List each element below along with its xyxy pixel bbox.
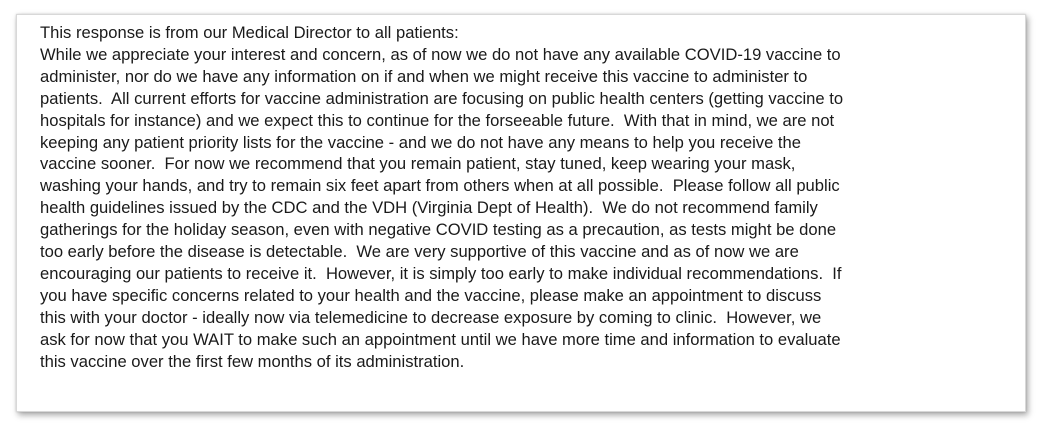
message-line: administer, nor do we have any information on if and when we might receive this vaccine to administer to (40, 66, 808, 86)
message-line: encouraging our patients to receive it. However, it is simply too early to make individual recommendations. If (40, 263, 842, 283)
message-card (16, 14, 1026, 412)
message-heading: This response is from our Medical Director to all patients: (40, 23, 459, 42)
message-line: you have specific concerns related to your health and the vaccine, please make an appointment to discuss (40, 285, 822, 305)
message-line: this vaccine over the first few months of its administration. (40, 351, 465, 371)
message-line: too early before the disease is detectable. We are very supportive of this vaccine and as of now we are (40, 242, 799, 262)
message-line: gatherings for the holiday season, even with negative COVID testing as a precaution, as tests might be done (40, 220, 837, 240)
message-line: washing your hands, and try to remain six feet apart from others when at all possible. Please follow all public (40, 176, 840, 196)
message-line: hospitals for instance) and we expect this to continue for the forseeable future. With that in mind, we are not (40, 110, 835, 130)
message-line: vaccine sooner. For now we recommend that you remain patient, stay tuned, keep wearing your mask, (40, 154, 796, 174)
message-line: health guidelines issued by the CDC and the VDH (Virginia Dept of Health). We do not recommend family (40, 198, 818, 218)
message-line: keeping any patient priority lists for the vaccine - and we do not have any means to help you receive the (40, 132, 801, 152)
message-line: patients. All current efforts for vaccine administration are focusing on public health centers (getting vaccine to (40, 88, 844, 108)
message-line: While we appreciate your interest and concern, as of now we do not have any available COVID-19 vaccine to (40, 44, 841, 64)
message-line: ask for now that you WAIT to make such an appointment until we have more time and information to evaluate (40, 329, 841, 349)
message-line: this with your doctor - ideally now via telemedicine to decrease exposure by coming to clinic. However, we (40, 307, 822, 327)
